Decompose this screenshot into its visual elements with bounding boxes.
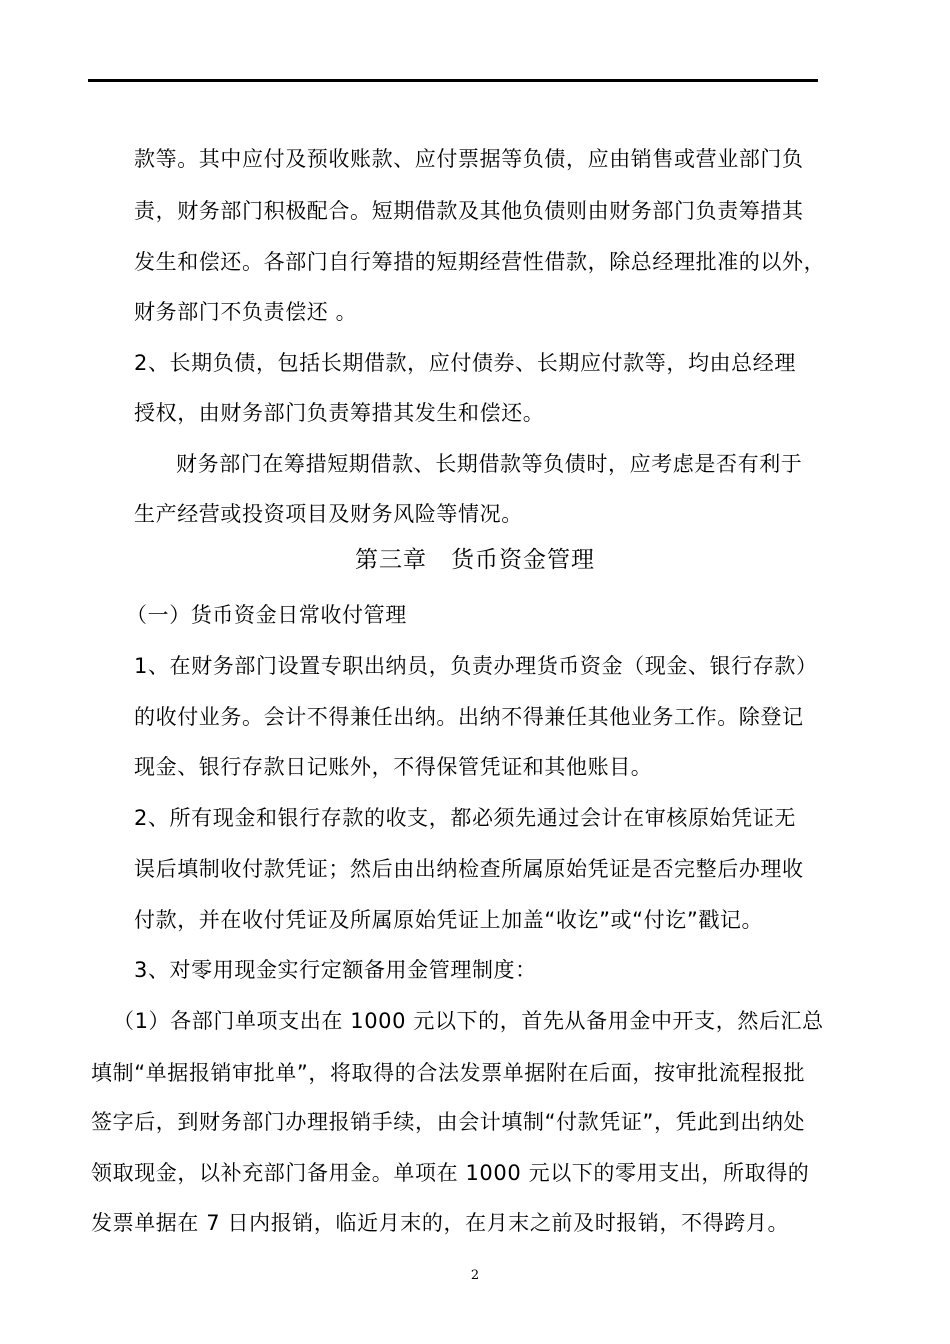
page-number: 2 <box>470 1268 480 1283</box>
chapter-heading: 第三章 货币资金管理 <box>355 547 595 573</box>
paragraph-line: 现金、银行存款日记账外，不得保管凭证和其他账目。 <box>134 755 653 779</box>
paragraph-line: 2、长期负债，包括长期借款，应付债券、长期应付款等，均由总经理 <box>134 351 796 375</box>
paragraph-line: （1）各部门单项支出在 1000 元以下的，首先从备用金中开支，然后汇总 <box>113 1009 824 1033</box>
paragraph-line: 生产经营或投资项目及财务风险等情况。 <box>134 502 523 526</box>
paragraph-line: 财务部门在筹措短期借款、长期借款等负债时，应考虑是否有利于 <box>176 452 803 476</box>
paragraph-line: 填制“单据报销审批单”，将取得的合法发票单据附在后面，按审批流程报批 <box>91 1061 806 1085</box>
paragraph-line: 发票单据在 7 日内报销，临近月末的，在月末之前及时报销，不得跨月。 <box>91 1211 790 1235</box>
paragraph-line: 责，财务部门积极配合。短期借款及其他负债则由财务部门负责筹措其 <box>134 199 804 223</box>
paragraph-line: 领取现金，以补充部门备用金。单项在 1000 元以下的零用支出，所取得的 <box>91 1161 810 1185</box>
paragraph-line: 发生和偿还。各部门自行筹措的短期经营性借款，除总经理批准的以外， <box>134 250 826 274</box>
paragraph-line: 3、对零用现金实行定额备用金管理制度： <box>134 958 537 982</box>
paragraph-line: 的收付业务。会计不得兼任出纳。出纳不得兼任其他业务工作。除登记 <box>134 705 804 729</box>
section-heading: （一）货币资金日常收付管理 <box>126 603 407 627</box>
paragraph-line: 授权，由财务部门负责筹措其发生和偿还。 <box>134 401 545 425</box>
header-rule <box>88 79 818 82</box>
paragraph-line: 2、所有现金和银行存款的收支，都必须先通过会计在审核原始凭证无 <box>134 806 796 830</box>
paragraph-line: 误后填制收付款凭证；然后由出纳检查所属原始凭证是否完整后办理收 <box>134 857 804 881</box>
paragraph-line: 财务部门不负责偿还 。 <box>134 300 358 324</box>
paragraph-line: 签字后，到财务部门办理报销手续，由会计填制“付款凭证”，凭此到出纳处 <box>91 1110 806 1134</box>
paragraph-line: 付款，并在收付凭证及所属原始凭证上加盖“收讫”或“付讫”戳记。 <box>134 908 764 932</box>
paragraph-line: 款等。其中应付及预收账款、应付票据等负债，应由销售或营业部门负 <box>134 147 804 171</box>
paragraph-line: 1、在财务部门设置专职出纳员，负责办理货币资金（现金、银行存款） <box>134 654 818 678</box>
